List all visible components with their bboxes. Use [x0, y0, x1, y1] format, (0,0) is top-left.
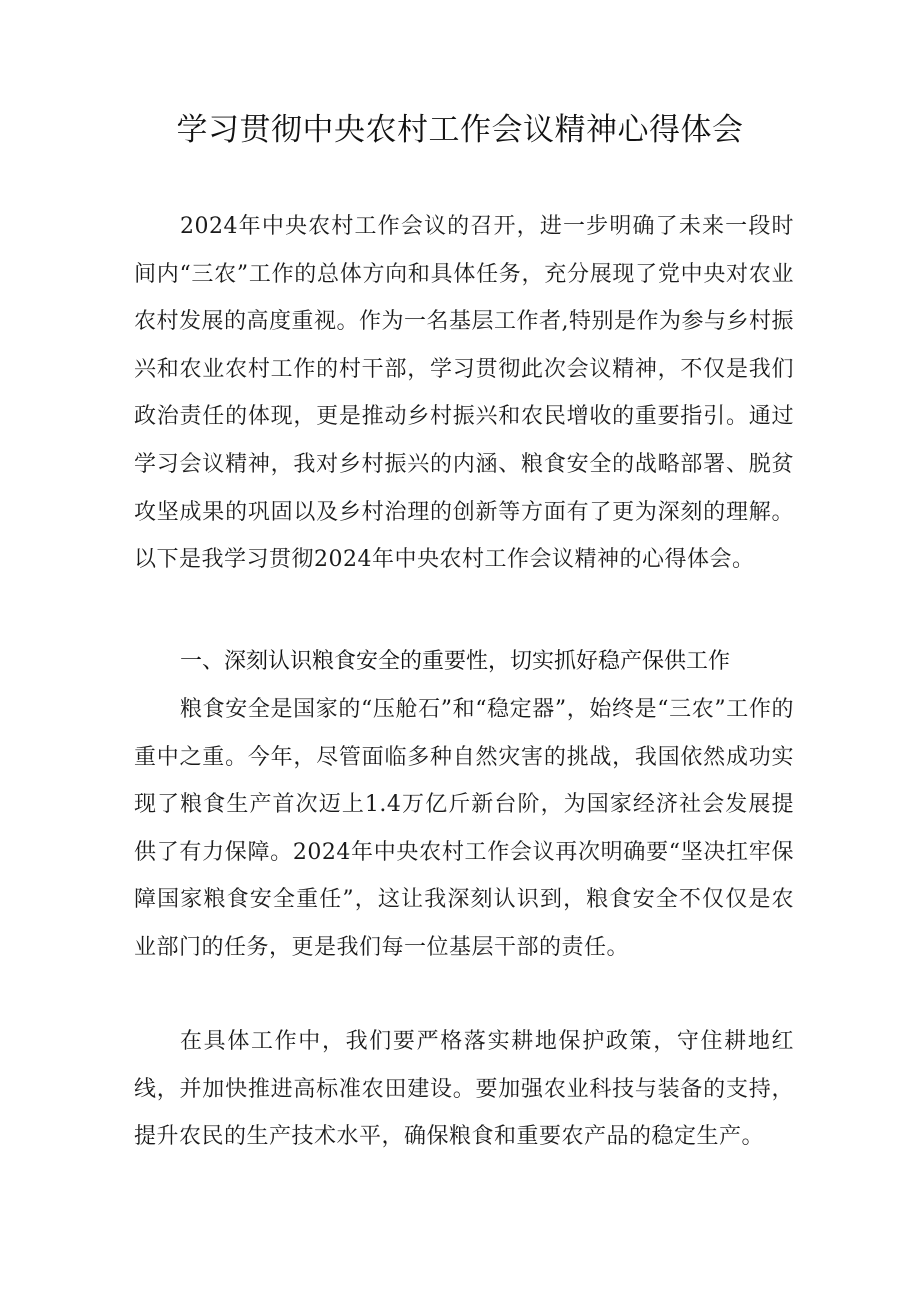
section-heading: 一、深刻认识粮食安全的重要性，切实抓好稳产保供工作: [180, 649, 731, 674]
intro-paragraph: 2024年中央农村工作会议的召开，进一步明确了未来一段时间内“三农”工作的总体方向和具体任务，充分展现了党中央对农业农村发展的高度重视。作为一名基层工作者,特别是作为参与乡村振兴和农业农村工作的村干部，学习贯彻此次会议精神，不仅是我们政治责任的体现，更是推动乡村振兴和农民增收的重要指引。通过学习会议精神，我对乡村振兴的内涵、粮食安全的战略部署、脱贫攻坚成果的巩固以及乡村治理的创新等方面有了更为深刻的理解。以下是我学习贯彻2024年中央农村工作会议精神的心得体会。: [134, 214, 794, 573]
section-paragraph-1: 粮食安全是国家的“压舱石”和“稳定器”，始终是“三农”工作的重中之重。今年，尽管面临多种自然灾害的挑战，我国依然成功实现了粮食生产首次迈上1.4万亿斤新台阶，为国家经济社会发展提供了有力保障。2024年中央农村工作会议再次明确要“坚决扛牢保障国家粮食安全重任”，这让我深刻认识到，粮食安全不仅仅是农业部门的任务，更是我们每一位基层干部的责任。: [134, 697, 794, 960]
document-title: 学习贯彻中央农村工作会议精神心得体会: [176, 112, 744, 148]
section-paragraph-2: 在具体工作中，我们要严格落实耕地保护政策，守住耕地红线，并加快推进高标准农田建设。要加强农业科技与装备的支持，提升农民的生产技术水平，确保粮食和重要农产品的稳定生产。: [134, 1029, 794, 1150]
